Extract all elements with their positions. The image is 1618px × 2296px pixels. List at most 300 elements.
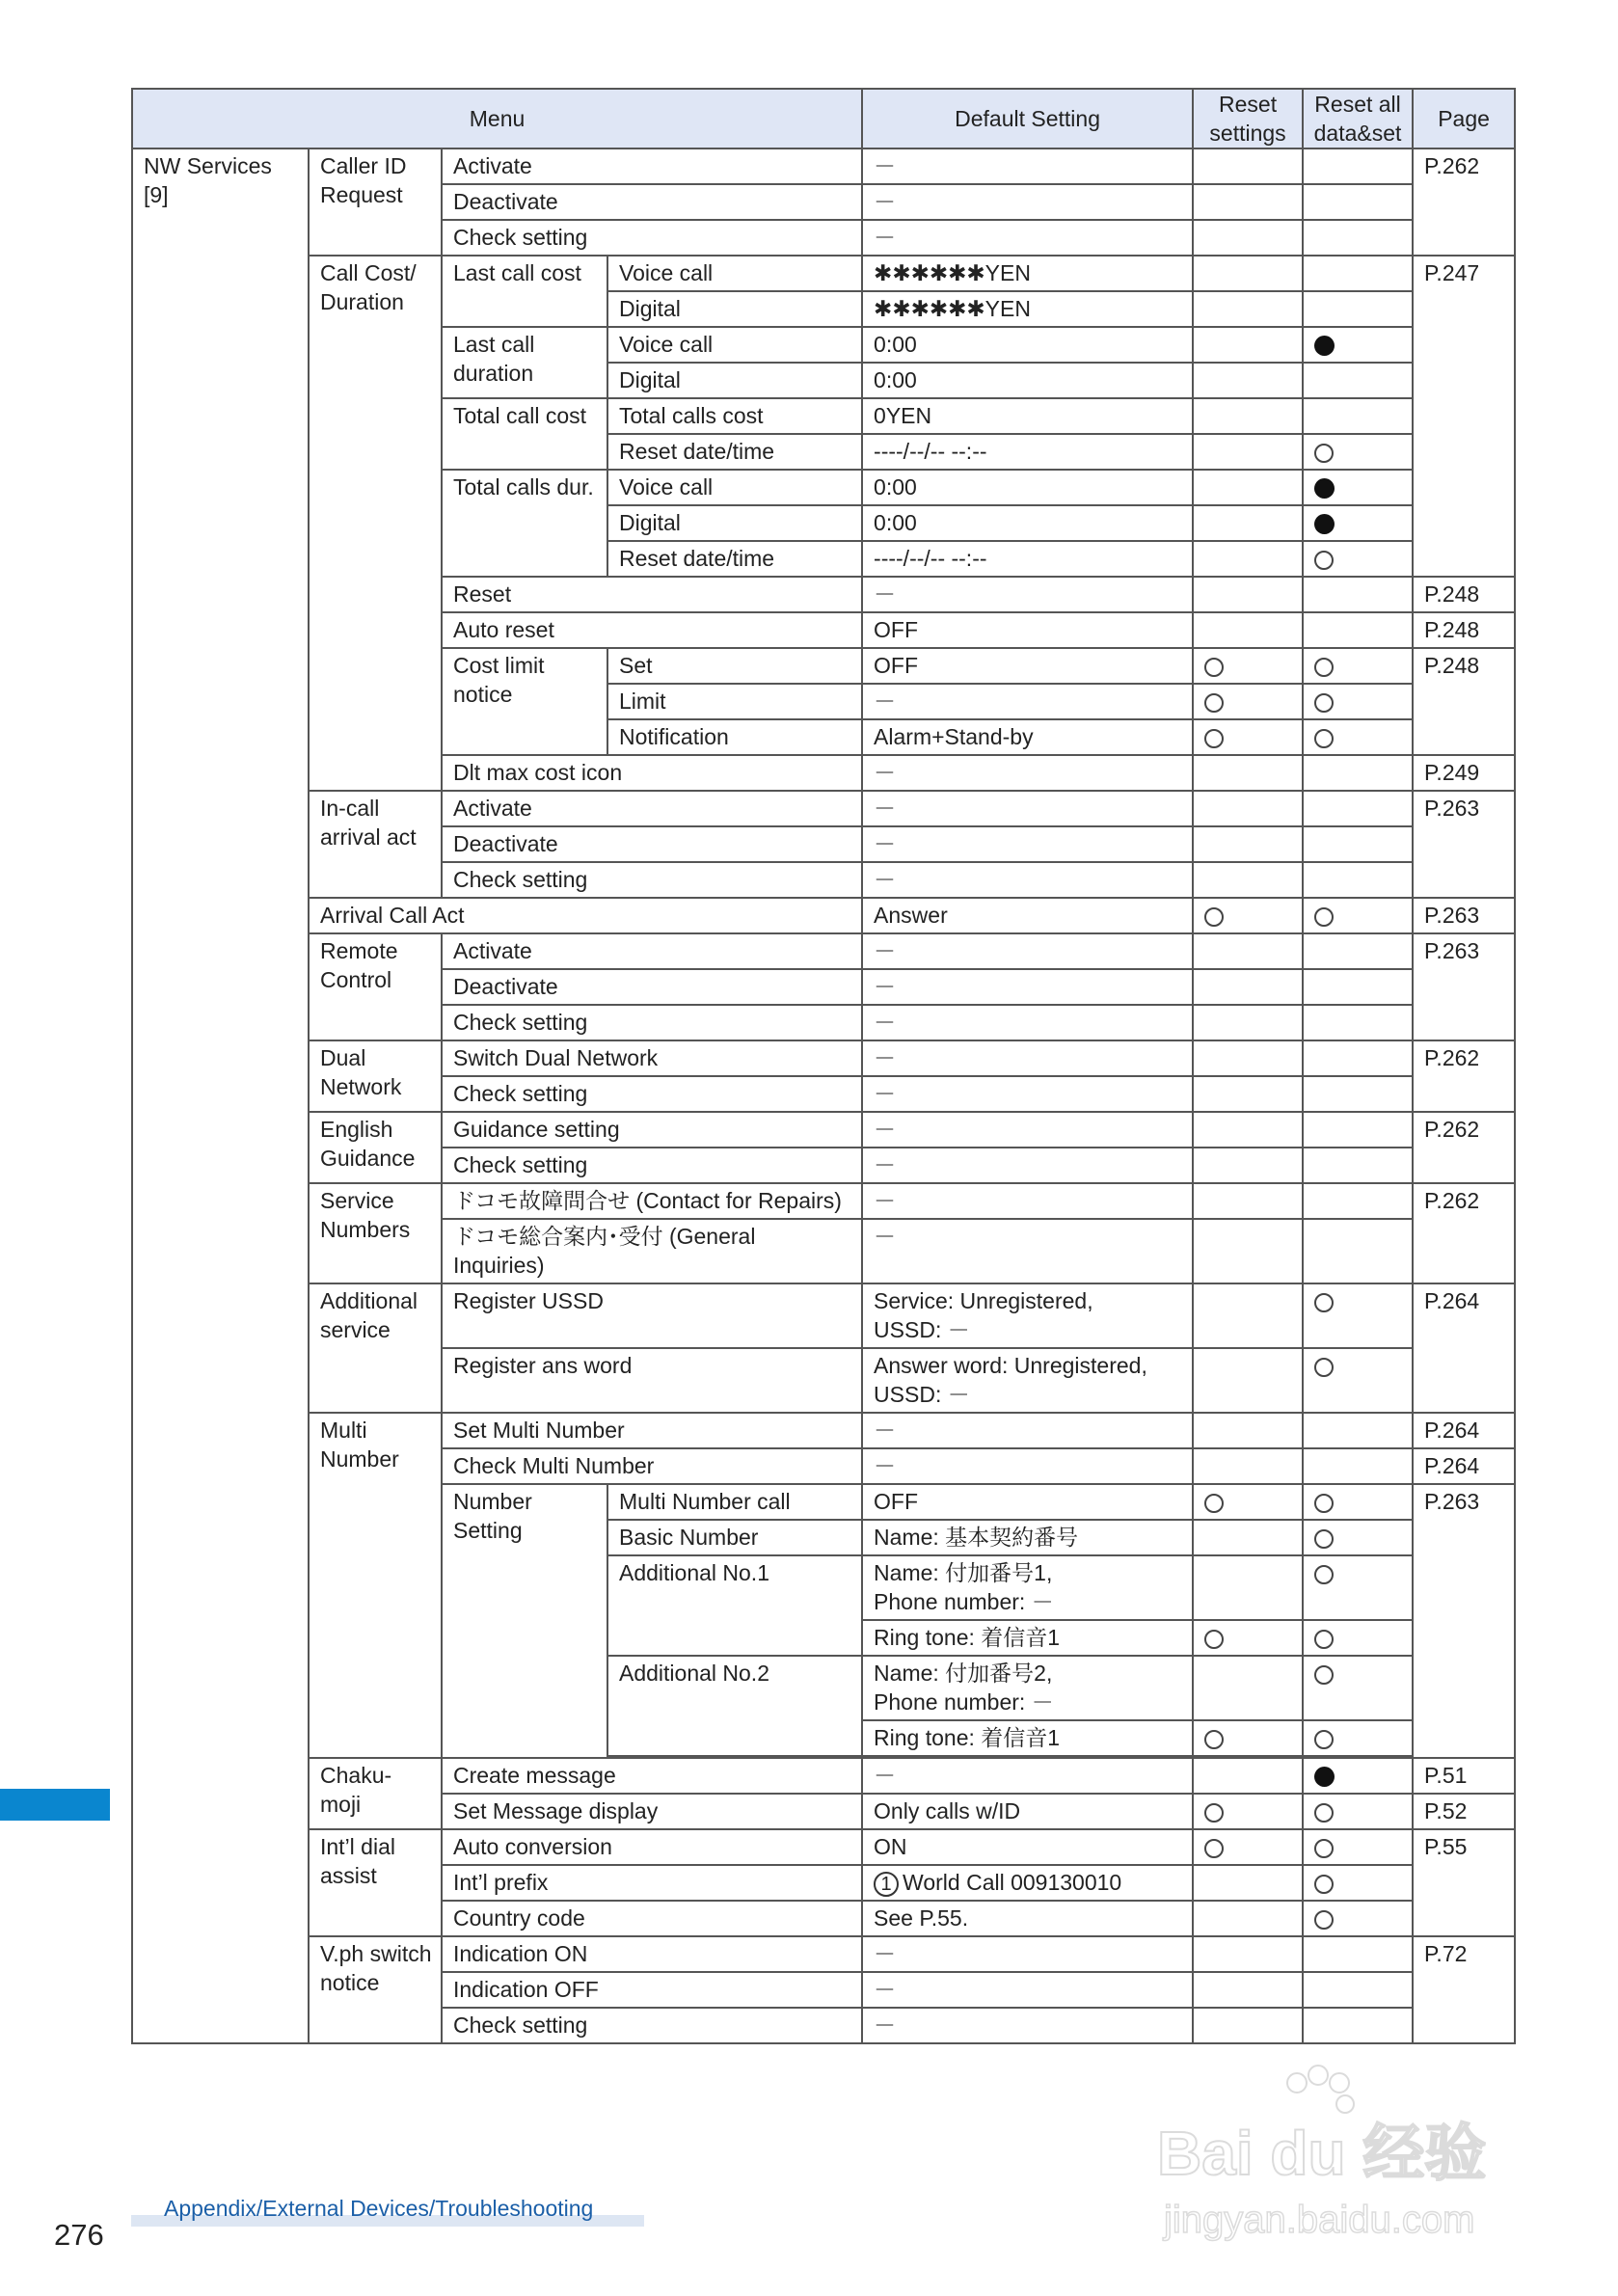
reset-all-cell bbox=[1303, 291, 1413, 327]
reset-settings-cell bbox=[1193, 1555, 1303, 1620]
open-circle-icon bbox=[1204, 907, 1224, 927]
reset-all-cell bbox=[1303, 612, 1413, 648]
open-circle-icon bbox=[1204, 1803, 1224, 1823]
reset-all-cell bbox=[1303, 1112, 1413, 1148]
reset-all-cell bbox=[1303, 1005, 1413, 1040]
default-value: － bbox=[862, 1183, 1193, 1219]
table-row bbox=[132, 1112, 1515, 1148]
table-row bbox=[132, 1829, 1515, 1865]
page-ref: P.248 bbox=[1413, 612, 1515, 648]
reset-all-cell bbox=[1303, 1720, 1413, 1756]
reset-settings-cell bbox=[1193, 933, 1303, 969]
page-ref: P.263 bbox=[1413, 1484, 1515, 1758]
item-label: Number Setting bbox=[442, 1484, 607, 1758]
reset-all-cell bbox=[1303, 184, 1413, 220]
item-label: Check setting bbox=[442, 2008, 862, 2043]
item-sublabel: Reset date/time bbox=[607, 434, 862, 470]
watermark-brand-text: Bai du 经验 bbox=[1157, 2119, 1487, 2188]
page-ref: P.262 bbox=[1413, 149, 1515, 256]
reset-settings-cell bbox=[1193, 1348, 1303, 1413]
item-label: Dlt max cost icon bbox=[442, 755, 862, 791]
default-value: － bbox=[862, 933, 1193, 969]
group-caller-id: Caller ID Request bbox=[309, 149, 442, 256]
default-value: ✱✱✱✱✱✱YEN bbox=[862, 256, 1193, 291]
item-sublabel: Total calls cost bbox=[607, 398, 862, 434]
reset-all-cell bbox=[1303, 2008, 1413, 2043]
reset-settings-cell bbox=[1193, 612, 1303, 648]
item-label: Total call cost bbox=[442, 398, 607, 470]
default-value: 0:00 bbox=[862, 470, 1193, 505]
reset-all-cell bbox=[1303, 363, 1413, 398]
reset-all-cell bbox=[1303, 1620, 1413, 1656]
value-line: Name: 付加番号1, bbox=[874, 1560, 1053, 1585]
reset-settings-cell bbox=[1193, 1005, 1303, 1040]
reset-settings-cell bbox=[1193, 577, 1303, 612]
group-multi: Multi Number bbox=[309, 1413, 442, 1758]
open-circle-icon bbox=[1314, 1630, 1334, 1649]
header-row bbox=[132, 89, 1515, 149]
default-value: － bbox=[862, 1936, 1193, 1972]
item-label: Switch Dual Network bbox=[442, 1040, 862, 1076]
baidu-watermark-logo bbox=[1152, 2054, 1538, 2247]
item-label: Deactivate bbox=[442, 969, 862, 1005]
value-line: Name: 付加番号2, bbox=[874, 1661, 1053, 1686]
item-label: Check setting bbox=[442, 1148, 862, 1183]
reset-all-cell bbox=[1303, 1972, 1413, 2008]
reset-all-cell bbox=[1303, 1183, 1413, 1219]
item-label: Set Message display bbox=[442, 1794, 862, 1829]
reset-settings-cell bbox=[1193, 1183, 1303, 1219]
table-row bbox=[132, 149, 1515, 184]
reset-all-cell bbox=[1303, 684, 1413, 719]
table-row bbox=[132, 1040, 1515, 1076]
reset-all-cell bbox=[1303, 1413, 1413, 1448]
table-row bbox=[132, 1283, 1515, 1348]
page-ref: P.247 bbox=[1413, 256, 1515, 577]
item-label: Indication ON bbox=[442, 1936, 862, 1972]
open-circle-icon bbox=[1314, 551, 1334, 570]
open-circle-icon bbox=[1314, 1665, 1334, 1685]
reset-all-cell bbox=[1303, 933, 1413, 969]
reset-settings-cell bbox=[1193, 719, 1303, 755]
filled-dot-icon bbox=[1314, 336, 1335, 356]
item-label: Create message bbox=[442, 1758, 862, 1794]
default-value: Alarm+Stand-by bbox=[862, 719, 1193, 755]
default-value: Ring tone: 着信音1 bbox=[862, 1720, 1193, 1756]
reset-all-cell bbox=[1303, 648, 1413, 684]
group-english: English Guidance bbox=[309, 1112, 442, 1183]
reset-all-cell bbox=[1303, 826, 1413, 862]
group-intl: Int’l dial assist bbox=[309, 1829, 442, 1936]
item-label: Check Multi Number bbox=[442, 1448, 862, 1484]
reset-all-cell bbox=[1303, 1283, 1413, 1348]
reset-all-cell bbox=[1303, 220, 1413, 256]
open-circle-icon bbox=[1314, 1803, 1334, 1823]
reset-settings-cell bbox=[1193, 256, 1303, 291]
reset-settings-cell bbox=[1193, 1076, 1303, 1112]
reset-settings-cell bbox=[1193, 1656, 1303, 1720]
default-value: － bbox=[862, 1148, 1193, 1183]
item-sublabel: Digital bbox=[607, 505, 862, 541]
reset-all-cell bbox=[1303, 1901, 1413, 1936]
item-sublabel: Digital bbox=[607, 363, 862, 398]
open-circle-icon bbox=[1314, 1293, 1334, 1312]
open-circle-icon bbox=[1314, 729, 1334, 748]
value-line: USSD: － bbox=[874, 1382, 970, 1407]
open-circle-icon bbox=[1314, 658, 1334, 677]
reset-all-cell bbox=[1303, 1484, 1413, 1520]
value-line: Service: Unregistered, bbox=[874, 1288, 1093, 1313]
open-circle-icon bbox=[1314, 1494, 1334, 1513]
header-default-setting: Default Setting bbox=[862, 89, 1193, 149]
reset-all-cell bbox=[1303, 755, 1413, 791]
default-value: 0:00 bbox=[862, 327, 1193, 363]
item-label: ドコモ故障問合せ (Contact for Repairs) bbox=[442, 1183, 862, 1219]
reset-settings-cell bbox=[1193, 826, 1303, 862]
reset-settings-cell bbox=[1193, 862, 1303, 898]
page-ref: P.248 bbox=[1413, 577, 1515, 612]
open-circle-icon bbox=[1204, 1730, 1224, 1749]
value-line: Phone number: － bbox=[874, 1589, 1054, 1614]
reset-settings-cell bbox=[1193, 1936, 1303, 1972]
group-dual: Dual Network bbox=[309, 1040, 442, 1112]
open-circle-icon bbox=[1314, 1910, 1334, 1930]
group-vph: V.ph switch notice bbox=[309, 1936, 442, 2043]
reset-all-cell bbox=[1303, 1794, 1413, 1829]
group-call-cost: Call Cost/ Duration bbox=[309, 256, 442, 791]
item-label: Activate bbox=[442, 791, 862, 826]
open-circle-icon bbox=[1204, 729, 1224, 748]
item-label: Check setting bbox=[442, 1076, 862, 1112]
default-value: － bbox=[862, 1076, 1193, 1112]
item-sublabel: Set bbox=[607, 648, 862, 684]
item-label: Auto conversion bbox=[442, 1829, 862, 1865]
reset-all-cell bbox=[1303, 1219, 1413, 1283]
filled-dot-icon bbox=[1314, 1767, 1335, 1787]
page-ref: P.51 bbox=[1413, 1758, 1515, 1794]
section-nw-services: NW Services [9] bbox=[132, 149, 309, 2043]
reset-all-cell bbox=[1303, 541, 1413, 577]
default-value: OFF bbox=[862, 612, 1193, 648]
default-value: See P.55. bbox=[862, 1901, 1193, 1936]
item-label: Register ans word bbox=[442, 1348, 862, 1413]
item-label: Set Multi Number bbox=[442, 1413, 862, 1448]
reset-settings-cell bbox=[1193, 1720, 1303, 1756]
page-ref: P.249 bbox=[1413, 755, 1515, 791]
page-ref: P.264 bbox=[1413, 1283, 1515, 1413]
paw-icon bbox=[1287, 2066, 1354, 2113]
item-label: Activate bbox=[442, 149, 862, 184]
header-reset-settings: Reset settings bbox=[1193, 89, 1303, 149]
default-value: － bbox=[862, 969, 1193, 1005]
reset-settings-cell bbox=[1193, 2008, 1303, 2043]
default-value: － bbox=[862, 220, 1193, 256]
open-circle-icon bbox=[1314, 444, 1334, 463]
item-label: Activate bbox=[442, 933, 862, 969]
group-additional: Additional service bbox=[309, 1283, 442, 1413]
table-row bbox=[132, 1183, 1515, 1219]
default-value: 0:00 bbox=[862, 505, 1193, 541]
reset-all-cell bbox=[1303, 969, 1413, 1005]
reset-all-cell bbox=[1303, 1758, 1413, 1794]
item-sublabel: Reset date/time bbox=[607, 541, 862, 577]
default-value: － bbox=[862, 791, 1193, 826]
open-circle-icon bbox=[1314, 1565, 1334, 1584]
reset-settings-cell bbox=[1193, 648, 1303, 684]
circled-number-icon: 1 bbox=[874, 1872, 899, 1897]
default-value: － bbox=[862, 184, 1193, 220]
reset-settings-cell bbox=[1193, 505, 1303, 541]
watermark-url-text: jingyan.baidu.com bbox=[1164, 2199, 1475, 2241]
item-sublabel: Additional No.1 bbox=[607, 1555, 862, 1656]
item-label: Check setting bbox=[442, 220, 862, 256]
default-value: － bbox=[862, 1448, 1193, 1484]
reset-all-cell bbox=[1303, 1448, 1413, 1484]
reset-all-cell bbox=[1303, 898, 1413, 933]
open-circle-icon bbox=[1314, 693, 1334, 713]
reset-settings-cell bbox=[1193, 149, 1303, 184]
item-label: Cost limit notice bbox=[442, 648, 607, 755]
reset-settings-cell bbox=[1193, 541, 1303, 577]
item-label: Auto reset bbox=[442, 612, 862, 648]
default-value: － bbox=[862, 1758, 1193, 1794]
default-value: － bbox=[862, 826, 1193, 862]
default-value bbox=[862, 1555, 1193, 1620]
reset-all-cell bbox=[1303, 1348, 1413, 1413]
reset-all-cell bbox=[1303, 1076, 1413, 1112]
open-circle-icon bbox=[1204, 1630, 1224, 1649]
default-value bbox=[862, 1283, 1193, 1348]
reset-all-cell bbox=[1303, 1040, 1413, 1076]
reset-settings-cell bbox=[1193, 898, 1303, 933]
reset-settings-cell bbox=[1193, 1040, 1303, 1076]
default-value bbox=[862, 1656, 1193, 1720]
page-ref: P.52 bbox=[1413, 1794, 1515, 1829]
reset-settings-cell bbox=[1193, 1219, 1303, 1283]
item-sublabel: Voice call bbox=[607, 327, 862, 363]
item-label: Last call duration bbox=[442, 327, 607, 398]
table-row bbox=[132, 933, 1515, 969]
reset-settings-cell bbox=[1193, 363, 1303, 398]
reset-all-cell bbox=[1303, 791, 1413, 826]
default-value: － bbox=[862, 149, 1193, 184]
group-service-numbers: Service Numbers bbox=[309, 1183, 442, 1283]
reset-settings-cell bbox=[1193, 1620, 1303, 1656]
reset-settings-cell bbox=[1193, 291, 1303, 327]
reset-all-cell bbox=[1303, 1148, 1413, 1183]
item-label: Check setting bbox=[442, 862, 862, 898]
default-value: ✱✱✱✱✱✱YEN bbox=[862, 291, 1193, 327]
reset-settings-cell bbox=[1193, 1758, 1303, 1794]
item-sublabel: Notification bbox=[607, 719, 862, 755]
default-value: － bbox=[862, 1413, 1193, 1448]
reset-all-cell bbox=[1303, 1656, 1413, 1720]
item-label: Reset bbox=[442, 577, 862, 612]
reset-settings-cell bbox=[1193, 1148, 1303, 1183]
item-sublabel: Multi Number call bbox=[607, 1484, 862, 1520]
default-value: ON bbox=[862, 1829, 1193, 1865]
item-sublabel: Voice call bbox=[607, 470, 862, 505]
page-ref: P.262 bbox=[1413, 1112, 1515, 1183]
header-menu: Menu bbox=[132, 89, 862, 149]
open-circle-icon bbox=[1314, 1730, 1334, 1749]
default-value: ----/--/-- --:-- bbox=[862, 434, 1193, 470]
open-circle-icon bbox=[1204, 1839, 1224, 1858]
open-circle-icon bbox=[1204, 1494, 1224, 1513]
default-value: OFF bbox=[862, 1484, 1193, 1520]
open-circle-icon bbox=[1314, 1839, 1334, 1858]
header-reset-all: Reset all data&set bbox=[1303, 89, 1413, 149]
reset-settings-cell bbox=[1193, 1794, 1303, 1829]
item-sublabel: Voice call bbox=[607, 256, 862, 291]
reset-settings-cell bbox=[1193, 327, 1303, 363]
reset-settings-cell bbox=[1193, 470, 1303, 505]
open-circle-icon bbox=[1204, 693, 1224, 713]
reset-all-cell bbox=[1303, 149, 1413, 184]
settings-table bbox=[131, 88, 1516, 2044]
item-label: ドコモ総合案内･受付 (General Inquiries) bbox=[442, 1219, 862, 1283]
page-ref: P.72 bbox=[1413, 1936, 1515, 2043]
item-label: Country code bbox=[442, 1901, 862, 1936]
item-label: Total calls dur. bbox=[442, 470, 607, 577]
reset-settings-cell bbox=[1193, 1865, 1303, 1901]
reset-all-cell bbox=[1303, 1936, 1413, 1972]
reset-all-cell bbox=[1303, 1520, 1413, 1555]
item-label: Int’l prefix bbox=[442, 1865, 862, 1901]
reset-all-cell bbox=[1303, 1555, 1413, 1620]
page-ref: P.262 bbox=[1413, 1040, 1515, 1112]
group-in-call: In-call arrival act bbox=[309, 791, 442, 898]
table-row bbox=[132, 1758, 1515, 1794]
item-label: Guidance setting bbox=[442, 1112, 862, 1148]
reset-settings-cell bbox=[1193, 220, 1303, 256]
page-ref: P.263 bbox=[1413, 933, 1515, 1040]
default-value: － bbox=[862, 1972, 1193, 2008]
page-ref: P.55 bbox=[1413, 1829, 1515, 1936]
footer-breadcrumb[interactable]: Appendix/External Devices/Troubleshooting bbox=[164, 2196, 594, 2221]
default-value: － bbox=[862, 577, 1193, 612]
item-label: Last call cost bbox=[442, 256, 607, 327]
default-value: － bbox=[862, 1112, 1193, 1148]
reset-all-cell bbox=[1303, 1829, 1413, 1865]
page-ref: P.263 bbox=[1413, 898, 1515, 933]
table-row bbox=[132, 1413, 1515, 1448]
reset-settings-cell bbox=[1193, 1413, 1303, 1448]
default-value: OFF bbox=[862, 648, 1193, 684]
reset-all-cell bbox=[1303, 1865, 1413, 1901]
reset-settings-cell bbox=[1193, 1972, 1303, 2008]
open-circle-icon bbox=[1314, 907, 1334, 927]
reset-settings-cell bbox=[1193, 791, 1303, 826]
reset-all-cell bbox=[1303, 327, 1413, 363]
filled-dot-icon bbox=[1314, 478, 1335, 499]
reset-all-cell bbox=[1303, 862, 1413, 898]
default-value: Ring tone: 着信音1 bbox=[862, 1620, 1193, 1656]
item-sublabel: Limit bbox=[607, 684, 862, 719]
reset-all-cell bbox=[1303, 719, 1413, 755]
reset-all-cell bbox=[1303, 470, 1413, 505]
header-page: Page bbox=[1413, 89, 1515, 149]
group-remote: Remote Control bbox=[309, 933, 442, 1040]
item-sublabel: Additional No.2 bbox=[607, 1656, 862, 1756]
reset-settings-cell bbox=[1193, 969, 1303, 1005]
default-value: － bbox=[862, 2008, 1193, 2043]
reset-all-cell bbox=[1303, 434, 1413, 470]
page-ref: P.264 bbox=[1413, 1448, 1515, 1484]
reset-settings-cell bbox=[1193, 1283, 1303, 1348]
page-ref: P.248 bbox=[1413, 648, 1515, 755]
default-value bbox=[862, 1865, 1193, 1901]
reset-settings-cell bbox=[1193, 1112, 1303, 1148]
open-circle-icon bbox=[1314, 1875, 1334, 1894]
reset-settings-cell bbox=[1193, 434, 1303, 470]
group-arrival-call: Arrival Call Act bbox=[309, 898, 862, 933]
item-label: Check setting bbox=[442, 1005, 862, 1040]
reset-settings-cell bbox=[1193, 684, 1303, 719]
reset-settings-cell bbox=[1193, 1829, 1303, 1865]
open-circle-icon bbox=[1314, 1358, 1334, 1377]
default-value: 0YEN bbox=[862, 398, 1193, 434]
reset-settings-cell bbox=[1193, 1520, 1303, 1555]
table-row bbox=[132, 256, 1515, 291]
reset-settings-cell bbox=[1193, 398, 1303, 434]
open-circle-icon bbox=[1204, 658, 1224, 677]
default-value: － bbox=[862, 862, 1193, 898]
default-value bbox=[862, 1348, 1193, 1413]
page-ref: P.262 bbox=[1413, 1183, 1515, 1283]
item-label: Register USSD bbox=[442, 1283, 862, 1348]
default-value: ----/--/-- --:-- bbox=[862, 541, 1193, 577]
default-value: Name: 基本契約番号 bbox=[862, 1520, 1193, 1555]
reset-all-cell bbox=[1303, 398, 1413, 434]
reset-all-cell bbox=[1303, 577, 1413, 612]
page-number: 276 bbox=[54, 2218, 104, 2252]
default-value: － bbox=[862, 755, 1193, 791]
chapter-tab-marker bbox=[0, 1789, 110, 1821]
item-label: Deactivate bbox=[442, 184, 862, 220]
item-sublabel: Digital bbox=[607, 291, 862, 327]
table-row bbox=[132, 898, 1515, 933]
value-line: World Call 009130010 bbox=[903, 1870, 1122, 1895]
filled-dot-icon bbox=[1314, 514, 1335, 534]
table-row bbox=[132, 791, 1515, 826]
reset-settings-cell bbox=[1193, 1448, 1303, 1484]
value-line: USSD: － bbox=[874, 1317, 970, 1342]
reset-settings-cell bbox=[1193, 1484, 1303, 1520]
page-ref: P.263 bbox=[1413, 791, 1515, 898]
default-value: － bbox=[862, 1219, 1193, 1283]
reset-settings-cell bbox=[1193, 184, 1303, 220]
value-line: Phone number: － bbox=[874, 1689, 1054, 1715]
default-value: Answer bbox=[862, 898, 1193, 933]
default-value: － bbox=[862, 684, 1193, 719]
reset-all-cell bbox=[1303, 256, 1413, 291]
item-label: Indication OFF bbox=[442, 1972, 862, 2008]
page-ref: P.264 bbox=[1413, 1413, 1515, 1448]
default-value: Only calls w/ID bbox=[862, 1794, 1193, 1829]
reset-settings-cell bbox=[1193, 755, 1303, 791]
table-row bbox=[132, 1936, 1515, 1972]
default-value: 0:00 bbox=[862, 363, 1193, 398]
default-value: － bbox=[862, 1005, 1193, 1040]
reset-all-cell bbox=[1303, 505, 1413, 541]
group-chaku: Chaku-moji bbox=[309, 1758, 442, 1829]
reset-settings-cell bbox=[1193, 1901, 1303, 1936]
item-label: Deactivate bbox=[442, 826, 862, 862]
item-sublabel: Basic Number bbox=[607, 1520, 862, 1555]
open-circle-icon bbox=[1314, 1529, 1334, 1549]
default-value: － bbox=[862, 1040, 1193, 1076]
